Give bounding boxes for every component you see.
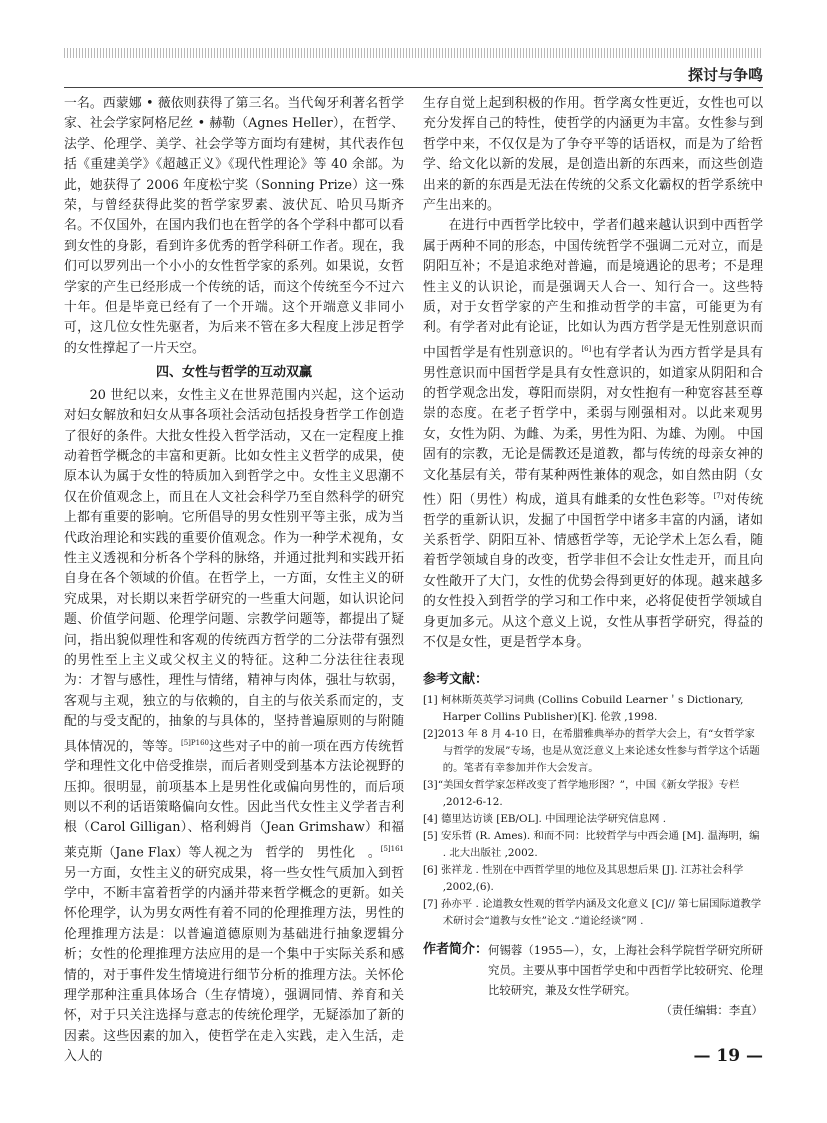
header-rule	[64, 87, 763, 88]
reference-item: [5] 安乐哲 (R. Ames). 和而不同：比较哲学与中西会通 [M]. 温海明，编 . 北大出版社 ,2002.	[423, 829, 760, 859]
reference-item: [3]“美国女哲学家怎样改变了哲学地形图？”，中国《新女学报》专栏 ,2012-6-12.	[423, 778, 740, 808]
reference-item: [4] 德里达访谈 [EB/OL]. 中国理论法学研究信息网 .	[423, 812, 667, 825]
editor-credit: （责任编辑：李直）	[660, 1002, 763, 1017]
page-number: — 19 —	[693, 1046, 763, 1066]
paragraph-text: 对传统哲学的重新认识，发掘了中国哲学中诸多丰富的内涵，诸如关系哲学、阴阳互补、情感哲学等，无论学术上怎么看，随着哲学领域自身的改变，哲学非但不会让女性走开，而且向女性敞开了大门，女性的优势会得到更好的体现。越来越多的女性投入到哲学的学习和工作中来，必将促使哲学领域自身更加多元。从这个意义上说，女性从事哲学研究，得益的不仅是女性，更是哲学本身。	[423, 492, 763, 651]
paragraph: 一名。西蒙娜 • 薇依则获得了第三名。当代匈牙利著名哲学家、社会学家阿格尼丝 • 赫勒（Agnes Heller），在哲学、法学、伦理学、美学、社会学等方面均有建树，其代表作包括《重建美学》《超越正义》《现代性理论》等 40 余部。为此，她获得了 2006 年度松宁奖（Sonning Prize）这一殊荣，与曾经获得此奖的哲学家罗素、波伏瓦、哈贝马斯齐名。不仅国外，在国内我们也在哲学的各个学科中都可以看到女性的身影，看到许多优秀的哲学科研工作者。现在，我们可以罗列出一个小小的女性哲学家的系列。如果说，女哲学家的产生已经形成一个传统的话，而这个传统至今不过六十年。但是毕竟已经有了一个开端。这个开端意义非同小可，这几位女性先驱者，为后来不管在多大程度上涉足哲学的女性撑起了一片天空。	[64, 96, 404, 356]
references-title: 参考文献：	[423, 671, 489, 687]
author-bio	[423, 940, 763, 1000]
reference-item: [1] 柯林斯英英学习词典 (Collins Cobuild Learner＇s Dictionary, Harper Collins Publisher)[K]. 伦敦 ,1998.	[423, 693, 744, 723]
citation: [7]	[713, 491, 724, 500]
right-column	[423, 94, 763, 1020]
paragraph-text: 这些对子中的前一项在西方传统哲学和理性文化中倍受推崇，而后者则受到基本方法论视野的压抑。很明显，前项基本上是男性化或偏向男性的，而后项则以不利的话语策略偏向女性。因此当代女性主义学者吉利根（Carol Gilligan）、格利姆肖（Jean Grimshaw）和福莱克斯（Jane Flax）等人视之为 哲学的 男性化 。	[64, 738, 404, 861]
paragraph-text: 在进行中西哲学比较中，学者们越来越认识到中西哲学属于两种不同的形态，中国传统哲学不强调二元对立，而是阴阳互补；不是追求绝对普遍，而是境遇论的思考；不是理性主义的认识论，而是强调天人合一、知行合一。这些特质，对于女哲学家的产生和推动哲学的丰富，可能更为有利。有学者对此有论证，比如认为西方哲学是无性别意识而中国哲学是有性别意识的。	[423, 218, 763, 361]
paragraph	[64, 386, 404, 1068]
reference-item: [2]2013 年 8 月 4-10 日，在希腊雅典举办的哲学大会上，有“女哲学家与哲学的发展”专场，也是从宽泛意义上来论述女性参与哲学这个话题的。笔者有幸参加并作大会发言。	[423, 727, 760, 774]
paragraph-text: 也有学者认为西方哲学是具有男性意识而中国哲学是具有女性意识的，如道家从阴阳和合的哲学观念出发，尊阳而崇阴，对女性抱有一种宽容甚至尊崇的态度。在老子哲学中，柔弱与刚强相对。以此来观男女，女性为阴、为雌、为柔，男性为阳、为雄、为刚。 中国固有的宗教，无论是儒教还是道教，都与传统的母亲女神的文化基层有关，带有某种两性兼体的观念，如自然由阴（女性）阳（男性）构成，道具有雌柔的女性色彩等。	[423, 345, 763, 508]
left-column	[64, 94, 404, 1068]
paragraph-text: 20 世纪以来，女性主义在世界范围内兴起，这个运动对妇女解放和妇女从事各项社会活动包括投身哲学工作创造了很好的条件。大批女性投入哲学活动，又在一定程度上推动着哲学概念的丰富和更新。比如女性主义哲学的成果，使原本认为属于女性的特质加入到哲学之中。女性主义思潮不仅在价值观念上，而且在人文社会科学乃至自然科学的研究上都有重要的影响。它所倡导的男女性别平等主张，成为当代政治理论和实践的重要价值观念。作为一种学术视角，女性主义透视和分析各个学科的脉络，并通过批判和实践开拓自身在各个领域的价值。在哲学上，一方面，女性主义的研究成果，对长期以来哲学研究的一些重大问题，如认识论问题、价值学问题、伦理学问题、宗教学问题等，都提出了疑问，指出貌似理性和客观的传统西方哲学的二分法带有强烈的男性至上主义或父权主义的特征。这种二分法往往表现为：才智与感性，理性与情绪，精神与肉体，强壮与软弱，客观与主观，独立的与依赖的，自主的与依关系而定的，支配的与受支配的，抽象的与具体的，坚持普遍原则的与附随具体情况的，等等。	[64, 387, 404, 754]
paragraph: 生存自觉上起到积极的作用。哲学离女性更近，女性也可以充分发挥自己的特性，使哲学的内涵更为丰富。女性参与到哲学中来，不仅仅是为了争夺平等的话语权，而是为了给哲学、给文化以新的发展，是创造出新的东西来，而这些创造出来的新的东西是无法在传统的父系文化霸权的哲学系统中产生出来的。	[423, 96, 763, 214]
citation: [6]	[581, 344, 592, 353]
author-label: 作者简介：	[423, 941, 489, 957]
paragraph	[423, 216, 763, 653]
section-title: 探讨与争鸣	[687, 66, 763, 84]
section-heading: 四、女性与哲学的互动双赢	[155, 365, 312, 381]
paragraph-text: 另一方面，女性主义的研究成果，将一些女性气质加入到哲学中，不断丰富着哲学的内涵并带来哲学概念的更新。如关怀伦理学，认为男女两性有着不同的伦理推理方法，男性的伦理推理方法是：以普遍道德原则为基础进行抽象逻辑分析；女性的伦理推理方法应用的是一个集中于实际关系和感情的，对于事件发生情境进行细节分析的推理方法。关怀伦理学那种注重具体场合（生存情境），强调同情、养育和关怀，对于只关注选择与意志的传统伦理学，无疑添加了新的因素。这些因素的加入，使哲学在走入实践，走入生活，走入人的	[64, 865, 404, 1065]
citation: [5]161	[380, 844, 404, 853]
header-decorative-bar	[64, 48, 763, 58]
reference-item: [7] 孙亦平 . 论道教女性观的哲学内涵及文化意义 [C]// 第七届国际道教学术研讨会“道教与女性”论文 .“道论经谈”网 .	[423, 897, 762, 927]
author-text: 何锡蓉（1955—），女，上海社会科学院哲学研究所研究员。主要从事中国哲学史和中西哲学比较研究、伦理比较研究，兼及女性学研究。	[488, 942, 763, 997]
reference-item: [6] 张祥龙 . 性别在中西哲学里的地位及其思想后果 [J]. 江苏社会科学 ,2002,(6).	[423, 863, 744, 893]
citation: [5]P160	[181, 738, 209, 747]
